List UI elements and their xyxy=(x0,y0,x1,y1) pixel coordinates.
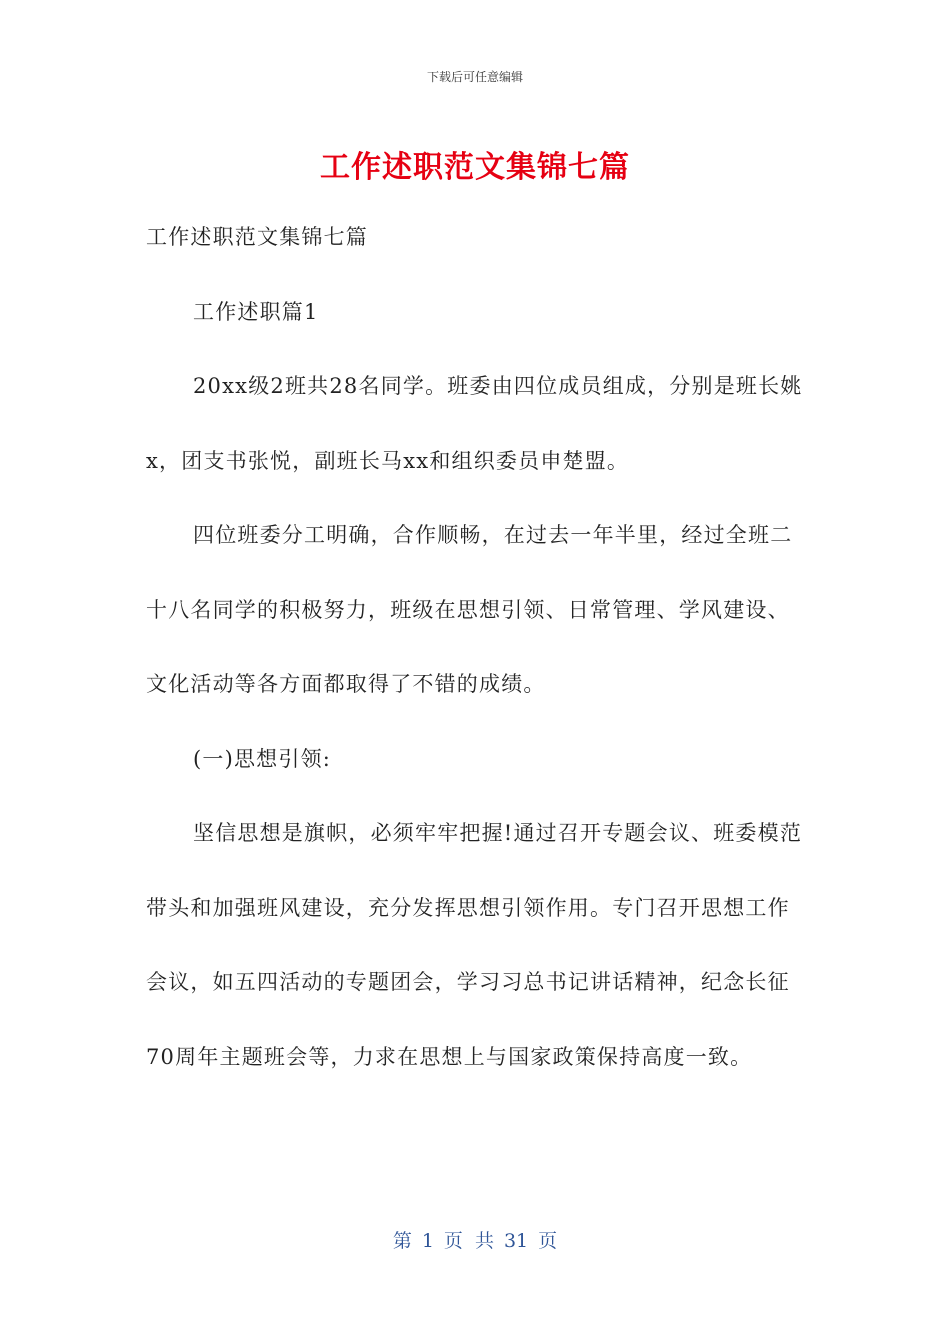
document-title: 工作述职范文集锦七篇 xyxy=(320,150,630,185)
paragraph-doc-subtitle: 工作述职范文集锦七篇 xyxy=(146,225,368,249)
paragraph-class-achievements: 四位班委分工明确，合作顺畅，在过去一年半里，经过全班二十八名同学的积极努力，班级在思想引领、日常管理、学风建设、文化活动等各方面都取得了不错的成绩。 xyxy=(146,523,793,696)
header-note: 下载后可任意编辑 xyxy=(426,70,523,84)
footer-mid: 页 共 xyxy=(443,1230,494,1252)
footer-prefix: 第 xyxy=(392,1230,412,1252)
paragraph-section-heading: 工作述职篇1 xyxy=(193,299,319,324)
footer-total-pages: 31 xyxy=(503,1230,529,1252)
paragraph-ideology-details: 坚信思想是旗帜，必须牢牢把握!通过召开专题会议、班委模范带头和加强班风建设，充分发挥思想引领作用。专门召开思想工作会议，如五四活动的专题团会，学习习总书记讲话精神，纪念长征70周年主题班会等，力求在思想上与国家政策保持高度一致。 xyxy=(146,821,803,1069)
paragraph-class-intro: 20xx级2班共28名同学。班委由四位成员组成，分别是班长姚x，团支书张悦，副班长马xx和组织委员申楚盟。 xyxy=(146,374,803,473)
footer-page-number: 1 xyxy=(421,1230,434,1252)
paragraph-subheading-ideology: (一)思想引领: xyxy=(193,746,332,771)
page-footer xyxy=(0,1226,950,1253)
footer-suffix: 页 xyxy=(538,1230,558,1252)
document-body xyxy=(146,200,806,1094)
